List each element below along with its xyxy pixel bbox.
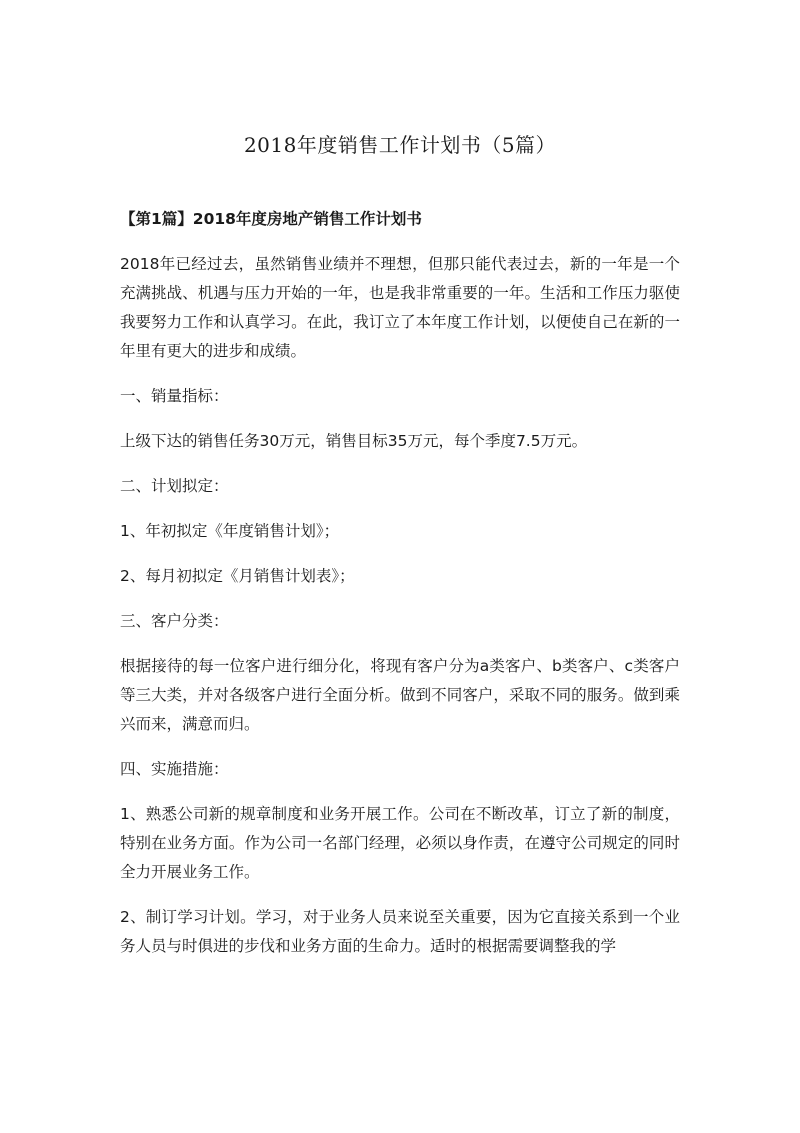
paragraph-plan-annual: 1、年初拟定《年度销售计划》； xyxy=(120,522,340,540)
paragraph-intro: 2018年已经过去，虽然销售业绩并不理想，但那只能代表过去，新的一年是一个充满挑战、机遇与压力开始的一年，也是我非常重要的一年。生活和工作压力驱使我要努力工作和认真学习。在此，我订立了本年度工作计划，以便使自己在新的一年里有更大的进步和成绩。 xyxy=(120,255,680,360)
paragraph-heading-customers: 三、客户分类： xyxy=(120,612,229,630)
paragraph-measure-1: 1、熟悉公司新的规章制度和业务开展工作。公司在不断改革，订立了新的制度，特别在业务方面。作为公司一名部门经理，必须以身作责，在遵守公司规定的同时全力开展业务工作。 xyxy=(120,805,680,881)
paragraph-sales-target: 上级下达的销售任务30万元，销售目标35万元，每个季度7.5万元。 xyxy=(120,432,588,450)
paragraph-heading-sales-target: 一、销量指标： xyxy=(120,387,229,405)
paragraph-heading-measures: 四、实施措施： xyxy=(120,760,229,778)
paragraph-customers: 根据接待的每一位客户进行细分化，将现有客户分为a类客户、b类客户、c类客户等三大类，并对各级客户进行全面分析。做到不同客户，采取不同的服务。做到乘兴而来，满意而归。 xyxy=(120,657,680,733)
paragraph-plan-monthly: 2、每月初拟定《月销售计划表》； xyxy=(120,567,355,585)
paragraph-measure-2: 2、制订学习计划。学习，对于业务人员来说至关重要，因为它直接关系到一个业务人员与时俱进的步伐和业务方面的生命力。适时的根据需要调整我的学 xyxy=(120,908,680,955)
document-title: 2018年度销售工作计划书（5篇） xyxy=(243,133,557,157)
section-heading: 【第1篇】2018年度房地产销售工作计划书 xyxy=(120,210,422,228)
document-body xyxy=(120,205,680,977)
paragraph-heading-plan: 二、计划拟定： xyxy=(120,477,229,495)
